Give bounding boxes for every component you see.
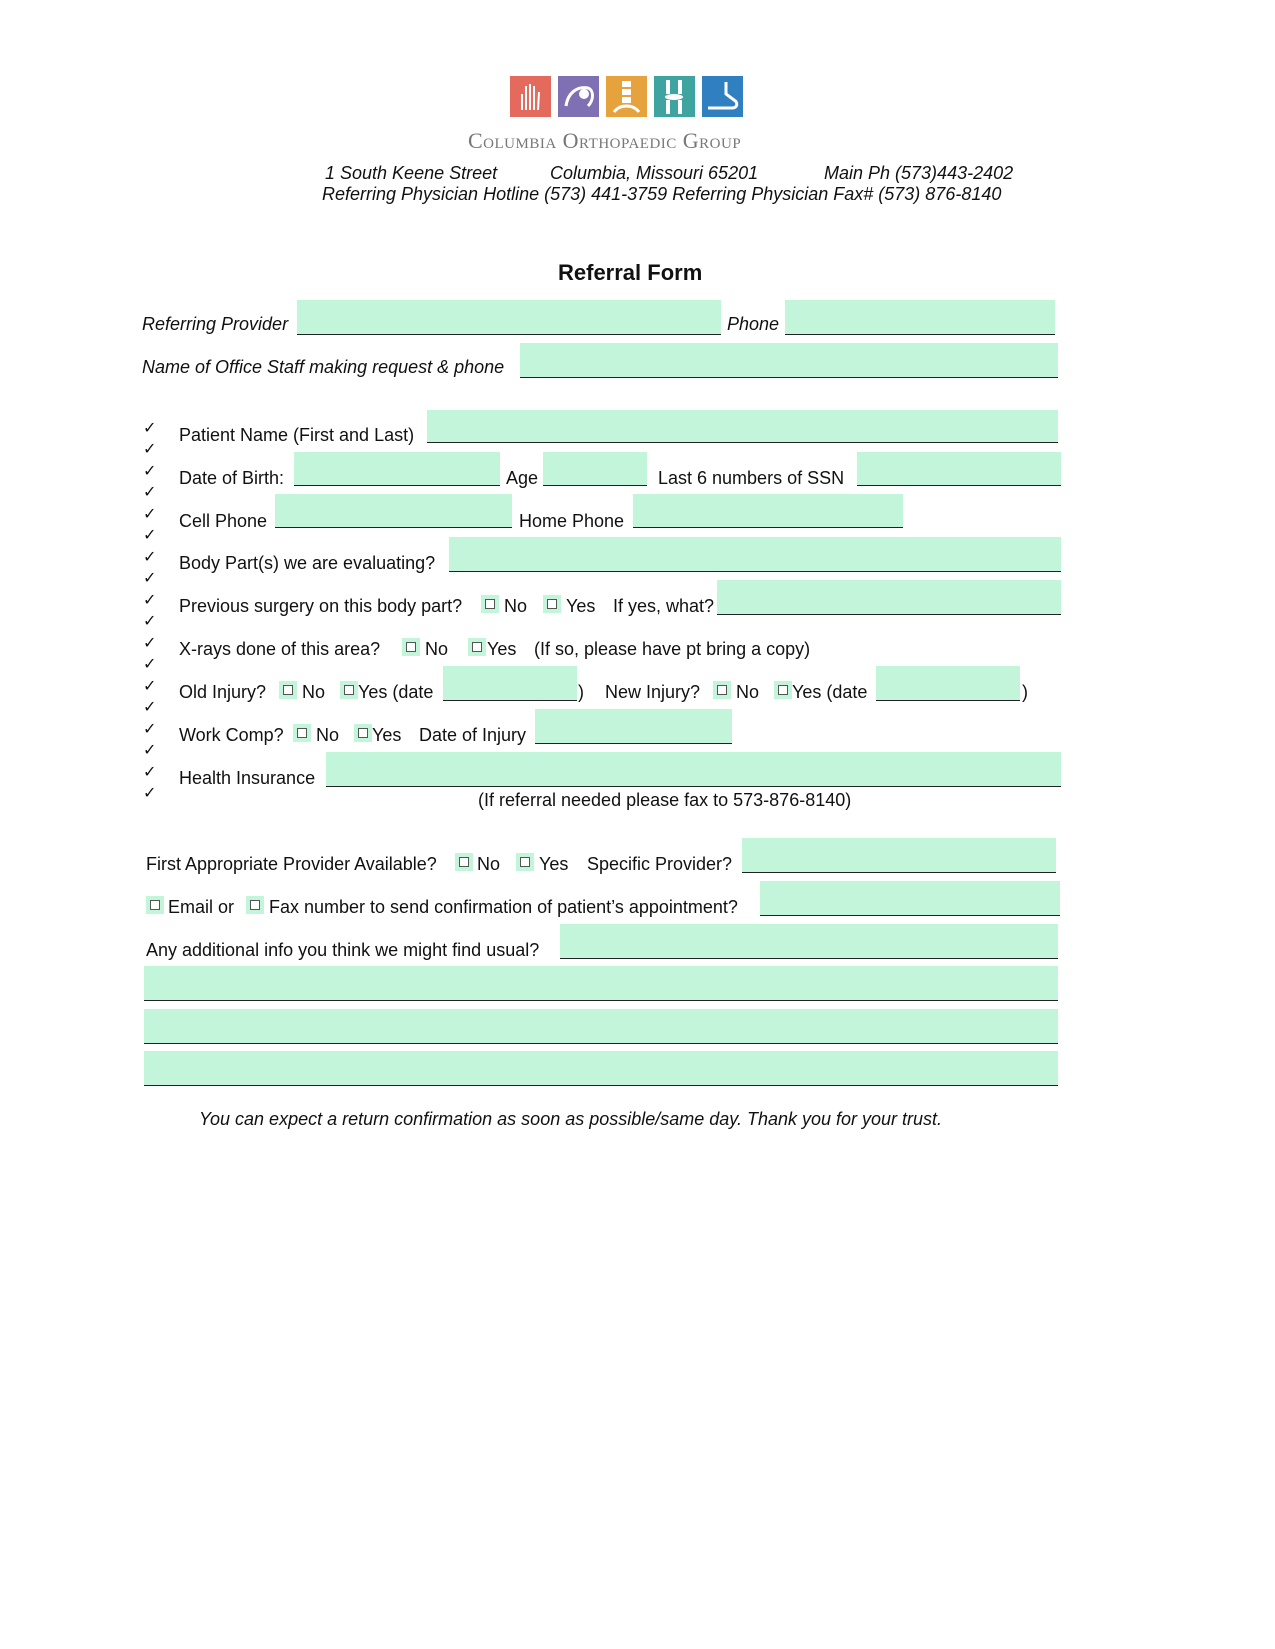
fax-checkbox[interactable]	[246, 896, 264, 914]
cell-phone-label: Cell Phone	[179, 511, 268, 531]
new-injury-yes-checkbox[interactable]	[774, 681, 792, 699]
prev-surgery-yes-checkbox[interactable]	[543, 595, 561, 613]
xrays-no-label: No	[425, 639, 449, 659]
checkmark-icon: ✓	[143, 764, 157, 781]
new-injury-yes-label: Yes (date	[792, 682, 868, 702]
xrays-label: X-rays done of this area?	[179, 639, 381, 659]
hotline: Referring Physician Hotline (573) 441-3759 Referring Physician Fax# (573) 876-8140	[322, 184, 1002, 204]
address-city: Columbia, Missouri 65201	[550, 163, 759, 183]
checkmark-icon: ✓	[143, 742, 157, 759]
hand-icon	[510, 76, 551, 117]
date-of-injury-input[interactable]	[535, 709, 732, 744]
body-part-label: Body Part(s) we are evaluating?	[179, 553, 436, 573]
first-provider-yes-checkbox[interactable]	[516, 853, 534, 871]
insurance-label: Health Insurance	[179, 768, 316, 788]
prev-surgery-yes-label: Yes	[566, 596, 596, 616]
checkmark-icon: ✓	[143, 592, 157, 609]
email-checkbox[interactable]	[146, 896, 164, 914]
first-provider-label: First Appropriate Provider Available?	[146, 854, 437, 874]
checkmark-icon: ✓	[143, 678, 157, 695]
old-injury-close: )	[578, 682, 584, 702]
old-injury-date-input[interactable]	[443, 666, 577, 701]
old-injury-label: Old Injury?	[179, 682, 267, 702]
patient-name-label: Patient Name (First and Last)	[179, 425, 415, 445]
age-input[interactable]	[543, 452, 647, 486]
work-comp-label: Work Comp?	[179, 725, 284, 745]
page-title: Referral Form	[558, 260, 703, 285]
if-yes-label: If yes, what?	[613, 596, 715, 616]
cell-phone-input[interactable]	[275, 494, 512, 528]
insurance-note: (If referral needed please fax to 573-876-8140)	[478, 790, 852, 810]
checkmark-icon: ✓	[143, 699, 157, 716]
checkmark-icon: ✓	[143, 506, 157, 523]
additional-info-label: Any additional info you think we might find usual?	[146, 940, 540, 960]
new-injury-close: )	[1022, 682, 1028, 702]
new-injury-label: New Injury?	[605, 682, 701, 702]
office-staff-input[interactable]	[520, 343, 1058, 378]
prev-surgery-no-label: No	[504, 596, 528, 616]
email-label: Email or	[168, 897, 235, 917]
spine-icon	[606, 76, 647, 117]
prev-surgery-no-checkbox[interactable]	[481, 595, 499, 613]
work-comp-no-label: No	[316, 725, 340, 745]
phone-label: Phone	[727, 314, 780, 334]
body-part-input[interactable]	[449, 537, 1061, 572]
work-comp-yes-checkbox[interactable]	[354, 724, 372, 742]
additional-info-input[interactable]	[560, 924, 1058, 959]
checkmark-icon: ✓	[143, 527, 157, 544]
checkmark-icon: ✓	[143, 570, 157, 587]
referring-provider-label: Referring Provider	[142, 314, 289, 334]
phone-input[interactable]	[785, 300, 1055, 335]
xrays-no-checkbox[interactable]	[402, 638, 420, 656]
dob-input[interactable]	[294, 452, 500, 486]
xrays-yes-checkbox[interactable]	[468, 638, 486, 656]
new-injury-no-checkbox[interactable]	[713, 681, 731, 699]
old-injury-no-label: No	[302, 682, 326, 702]
xrays-note: (If so, please have pt bring a copy)	[534, 639, 811, 659]
ssn-label: Last 6 numbers of SSN	[658, 468, 845, 488]
checkmark-icon: ✓	[143, 613, 157, 630]
first-provider-yes-label: Yes	[539, 854, 569, 874]
specific-provider-input[interactable]	[742, 838, 1056, 873]
checkmark-icon: ✓	[143, 549, 157, 566]
checkmark-icon: ✓	[143, 441, 157, 458]
if-yes-input[interactable]	[717, 580, 1061, 615]
shoulder-icon	[558, 76, 599, 117]
knee-icon	[654, 76, 695, 117]
additional-info-line-1[interactable]	[144, 966, 1058, 1001]
age-label: Age	[506, 468, 539, 488]
old-injury-yes-label: Yes (date	[358, 682, 434, 702]
first-provider-no-label: No	[477, 854, 501, 874]
prev-surgery-label: Previous surgery on this body part?	[179, 596, 463, 616]
checkmark-icon: ✓	[143, 656, 157, 673]
old-injury-yes-checkbox[interactable]	[340, 681, 358, 699]
patient-name-input[interactable]	[427, 410, 1058, 443]
confirmation-contact-input[interactable]	[760, 881, 1060, 916]
checkmark-icon: ✓	[143, 721, 157, 738]
work-comp-yes-label: Yes	[372, 725, 402, 745]
home-phone-input[interactable]	[633, 494, 903, 528]
foot-icon	[702, 76, 743, 117]
old-injury-no-checkbox[interactable]	[279, 681, 297, 699]
work-comp-no-checkbox[interactable]	[293, 724, 311, 742]
first-provider-no-checkbox[interactable]	[455, 853, 473, 871]
home-phone-label: Home Phone	[519, 511, 625, 531]
checkmark-icon: ✓	[143, 463, 157, 480]
ssn-input[interactable]	[857, 452, 1061, 486]
brand-name: Columbia Orthopaedic Group	[468, 128, 742, 153]
new-injury-no-label: No	[736, 682, 760, 702]
checkmark-icon: ✓	[143, 420, 157, 437]
address-street: 1 South Keene Street	[325, 163, 498, 183]
xrays-yes-label: Yes	[487, 639, 517, 659]
insurance-input[interactable]	[326, 752, 1061, 787]
additional-info-line-3[interactable]	[144, 1051, 1058, 1086]
office-staff-label: Name of Office Staff making request & phone	[142, 357, 505, 377]
checkmark-icon: ✓	[143, 635, 157, 652]
checkmark-icon: ✓	[143, 484, 157, 501]
footer-note: You can expect a return confirmation as soon as possible/same day. Thank you for your trust.	[199, 1109, 943, 1129]
dob-label: Date of Birth:	[179, 468, 285, 488]
specific-provider-label: Specific Provider?	[587, 854, 733, 874]
referring-provider-input[interactable]	[297, 300, 721, 335]
checkmark-icon: ✓	[143, 785, 157, 802]
date-of-injury-label: Date of Injury	[419, 725, 527, 745]
new-injury-date-input[interactable]	[876, 666, 1020, 701]
additional-info-line-2[interactable]	[144, 1009, 1058, 1044]
fax-label: Fax number to send confirmation of patient’s appointment?	[269, 897, 738, 917]
main-phone: Main Ph (573)443-2402	[824, 163, 1014, 183]
